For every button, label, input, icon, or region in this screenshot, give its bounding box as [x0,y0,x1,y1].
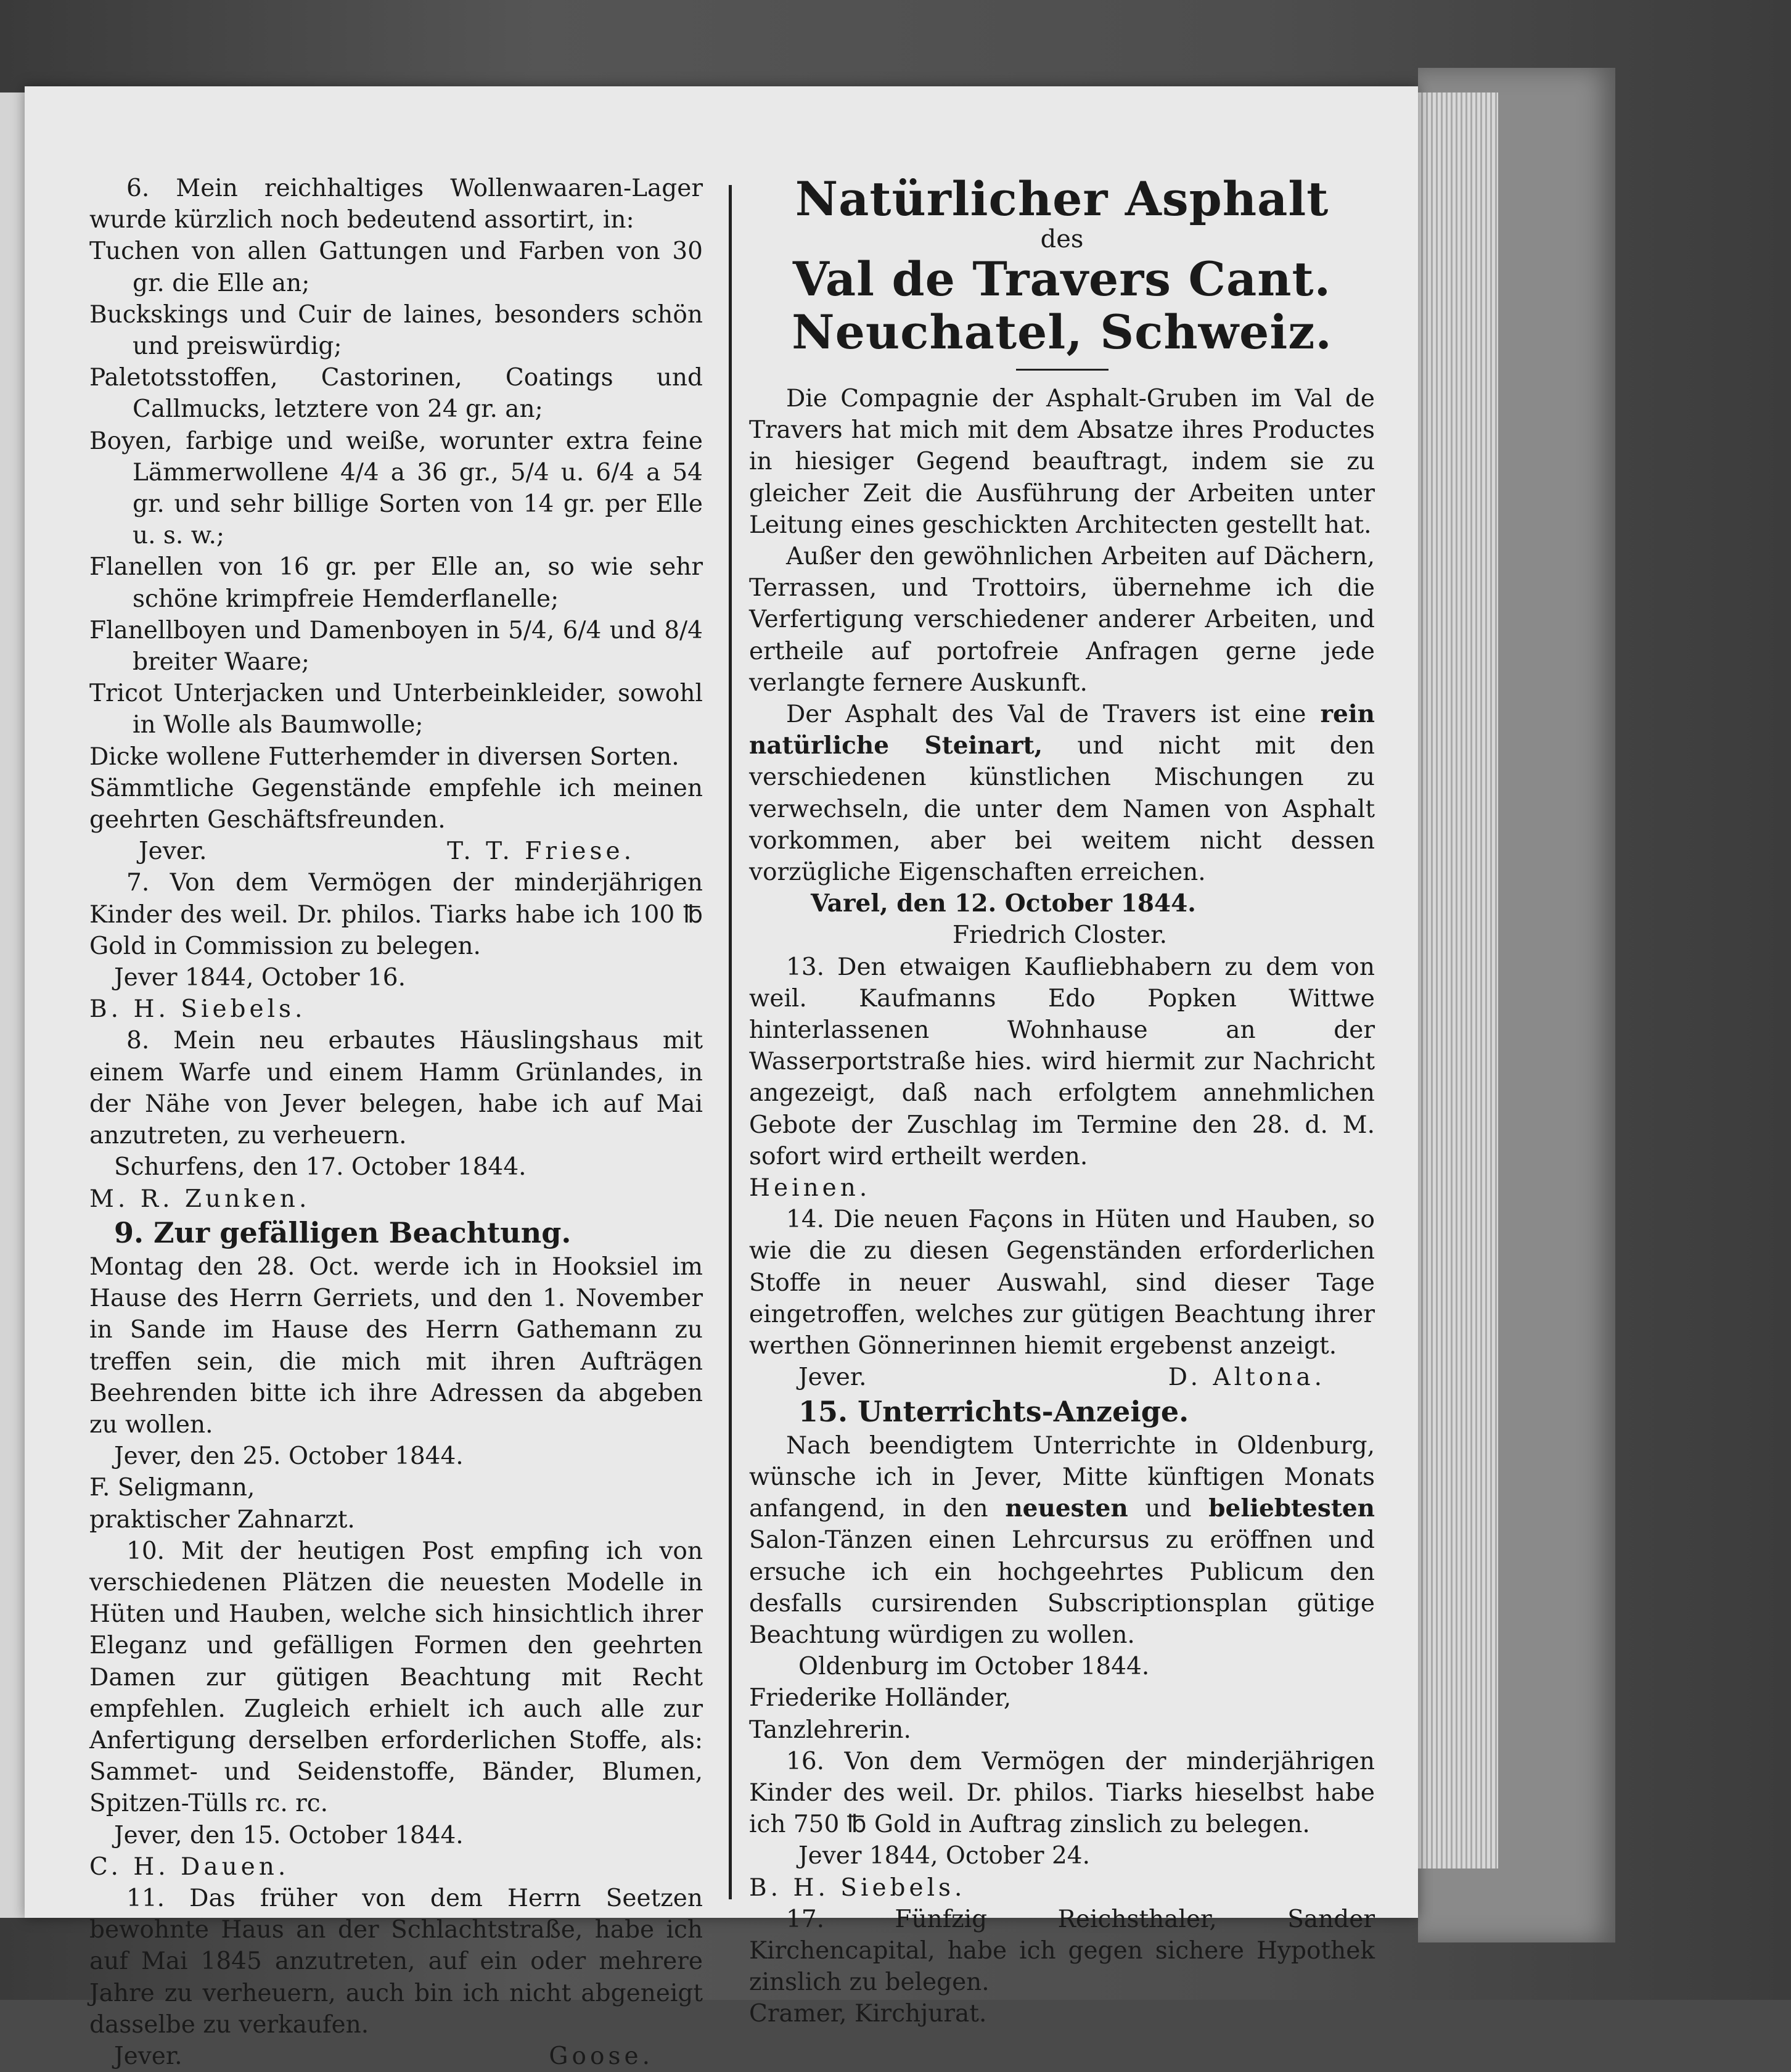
item-16-text: 16. Von dem Vermögen der minderjährigen Kinder des weil. Dr. philos. Tiarks hieselbst habe ich 750 ℔ Gold in Auftrag zinslich zu belegen. [749,1747,1375,1839]
item-9-date: Jever, den 25. October 1844. [114,1442,464,1471]
item-7-signature: B. H. Siebels. [89,995,306,1024]
asphalt-signature: Friedrich Closter. [953,921,1168,950]
item-6-product: Flanellboyen und Damenboyen in 5/4, 6/4 und 8/4 breiter Waare; [89,616,703,676]
page-edges [1418,92,1498,1868]
item-8-date: Schurfens, den 17. October 1844. [114,1153,527,1182]
item-15-heading: 15. Unterrichts-Anzeige. [798,1394,1189,1428]
right-column [749,173,1375,2030]
item-17-signature: Cramer, Kirchjurat. [749,2000,987,2028]
item-17 [749,1904,1375,2030]
item-16-signature: B. H. Siebels. [749,1873,966,1902]
left-page-strip [0,92,25,1918]
item-6-footer [89,836,703,867]
item-7-text: 7. Von dem Vermögen der minderjährigen Kinder des weil. Dr. philos. Tiarks habe ich 100 ℔ Gold in Commission zu belegen. [89,869,703,960]
item-6-product: Dicke wollene Futterhemder in diversen Sorten. [89,742,679,771]
item-11-text: 11. Das früher von dem Herrn Seetzen bewohnte Haus an der Schlachtstraße, habe ich auf Mai 1845 anzutreten, auf ein oder mehrere Jahre zu verheuern, auch bin ich nicht abgeneigt dasselbe zu verkaufen. [89,1884,703,2039]
item-11-footer [89,2041,703,2072]
item-6-product: Tricot Unterjacken und Unterbeinkleider, sowohl in Wolle als Baumwolle; [89,680,703,739]
item-16-date: Jever 1844, October 24. [798,1842,1090,1870]
item-8 [89,1025,703,1214]
item-6 [89,173,703,867]
item-14-text: 14. Die neuen Façons in Hüten und Hauben, so wie die zu diesen Gegenständen erforderlichen Stoffe in neuer Auswahl, sind dieser Tage eingetroffen, welches zur gütigen Beachtung ihrer werthen Gönnerinnen hiemit ergebenst anzeigt. [749,1206,1375,1360]
item-15-signature-title: Tanzlehrerin. [749,1716,911,1744]
column-divider [729,185,732,1899]
item-6-place: Jever. [139,837,207,866]
item-13-text: 13. Den etwaigen Kaufliebhabern zu dem von weil. Kaufmanns Edo Popken Wittwe hinterlassenen Wohnhause an der Wasserportstraße hies. wird hiermit zur Nachricht angezeigt, daß nach erfolgtem annehmlichen Gebote der Zuschlag im Termine den 28. d. M. sofort wird ertheilt werden. [749,953,1375,1170]
item-17-text: 17. Fünfzig Reichsthaler, Sander Kirchencapital, habe ich gegen sichere Hypothek zinslich zu belegen. [749,1905,1375,1997]
asphalt-date: Varel, den 12. October 1844. [811,889,1196,918]
item-6-signature: T. T. Friese. [447,837,635,866]
asphalt-para-3 [749,699,1375,888]
item-6-product: Flanellen von 16 gr. per Elle an, so wie sehr schöne krimpfreie Hemderflanelle; [89,553,703,613]
item-15-date: Oldenburg im October 1844. [798,1653,1150,1681]
newspaper-page [25,86,1418,2070]
item-8-text: 8. Mein neu erbautes Häuslingshaus mit einem Warfe und einem Hamm Grünlandes, in der Nähe von Jever belegen, habe ich auf Mai anzutreten, zu verheuern. [89,1027,703,1150]
item-9-signature-title: praktischer Zahnarzt. [89,1505,355,1534]
asphalt-para-2: Außer den gewöhnlichen Arbeiten auf Dächern, Terrassen, und Trottoirs, übernehme ich die Verfertigung verschiedener anderer Arbeiten, und ertheile auf portofreie Anfragen gerne jede verlangte fernere Auskunft. [749,543,1375,697]
item-15-bold-2: beliebtesten [1208,1494,1375,1523]
item-15-text-end: Salon-Tänzen einen Lehrcursus zu eröffnen und ersuche ich ein hochgeehrtes Publicum den desfalls cursirenden Subscriptionsplan gütige Beachtung würdigen zu wollen. [749,1526,1375,1649]
item-9 [89,1217,703,1536]
item-15-text [749,1430,1375,1651]
left-column [89,173,703,2072]
item-6-product: Tuchen von allen Gattungen und Farben von 30 gr. die Elle an; [89,237,703,297]
item-16 [749,1746,1375,1904]
item-11 [89,1883,703,2072]
item-6-product: Boyen, farbige und weiße, worunter extra feine Lämmerwollene 4/4 a 36 gr., 5/4 u. 6/4 a 54 gr. und sehr billige Sorten von 14 gr. per Elle u. s. w.; [89,427,703,550]
item-15-signature-name: Friederike Holländer, [749,1684,1012,1712]
item-14 [749,1204,1375,1393]
asphalt-para-3-emphasis: rein natürliche Steinart, [749,700,1375,760]
item-14-signature: D. Altona. [1168,1363,1326,1392]
asphalt-title-des: des [1040,225,1084,253]
item-11-place: Jever. [114,2042,182,2070]
title-rule [1016,369,1109,371]
item-10-date: Jever, den 15. October 1844. [114,1821,464,1849]
item-13 [749,952,1375,1204]
asphalt-para-3-start: Der Asphalt des Val de Travers ist eine [786,701,1306,729]
item-7-date: Jever 1844, October 16. [114,964,406,992]
item-13-signature: Heinen. [749,1174,871,1202]
asphalt-title-line-2: Val de Travers Cant. [792,252,1332,306]
item-6-product: Paletotsstoffen, Castorinen, Coatings und Callmucks, letztere von 24 gr. an; [89,364,703,424]
item-14-place: Jever. [798,1363,867,1392]
item-8-signature: M. R. Zunken. [89,1185,311,1213]
item-15 [749,1396,1375,1746]
item-9-heading: 9. Zur gefälligen Beachtung. [114,1215,572,1249]
item-15-text-start: Nach beendigtem Unterrichte in Oldenburg, wünsche ich in Jever, Mitte künftigen Monats anfangend, in den [749,1431,1375,1523]
asphalt-para-1: Die Compagnie der Asphalt-Gruben im Val de Travers hat mich mit dem Absatze ihres Productes in hiesiger Gegend beauftragt, indem sie zu gleicher Zeit die Ausführung der Arbeiten unter Leitung eines geschickten Architecten gestellt hat. [749,385,1375,539]
item-9-signature-name: F. Seligmann, [89,1474,255,1502]
item-7 [89,867,703,1025]
asphalt-advert [749,173,1375,952]
item-14-footer [749,1362,1375,1393]
asphalt-title-line-3: Neuchatel, Schweiz. [792,305,1332,360]
item-6-closing: Sämmtliche Gegenstände empfehle ich meinen geehrten Geschäftsfreunden. [89,774,703,834]
item-10 [89,1536,703,1883]
asphalt-title-line-1: Natürlicher Asphalt [795,171,1329,226]
item-6-product: Buckskings und Cuir de laines, besonders schön und preiswürdig; [89,300,703,361]
item-15-bold-1: neuesten [1005,1494,1128,1523]
asphalt-para-3-end: und nicht mit den verschiedenen künstlichen Mischungen zu verwechseln, die unter dem Namen von Asphalt vorkommen, aber bei weitem nicht dessen vorzügliche Eigenschaften erreichen. [749,732,1375,887]
item-15-mid: und [1145,1495,1192,1523]
item-11-signature: Goose. [549,2042,654,2070]
item-10-text: 10. Mit der heutigen Post empfing ich von verschiedenen Plätzen die neuesten Modelle in Hüten und Hauben, welche sich hinsichtlich ihrer Eleganz und gefälligen Formen den geehrten Damen zur gütigen Beachtung mit Recht empfehlen. Zugleich erhielt ich auch alle zur Anfertigung derselben erforderlichen Stoffe, als: Sammet- und Seidenstoffe, Bänder, Blumen, Spitzen-Tülls rc. rc. [89,1537,703,1818]
item-6-intro: 6. Mein reichhaltiges Wollenwaaren-Lager wurde kürzlich noch bedeutend assortirt, in: [89,175,703,234]
item-9-text: Montag den 28. Oct. werde ich in Hooksiel im Hause des Herrn Gerriets, und den 1. November in Sande im Hause des Herrn Gathemann zu treffen sein, die mich mit ihren Aufträgen Beehrenden bitte ich ihre Adressen da abgeben zu wollen. [89,1252,703,1439]
item-10-signature: C. H. Dauen. [89,1852,290,1881]
